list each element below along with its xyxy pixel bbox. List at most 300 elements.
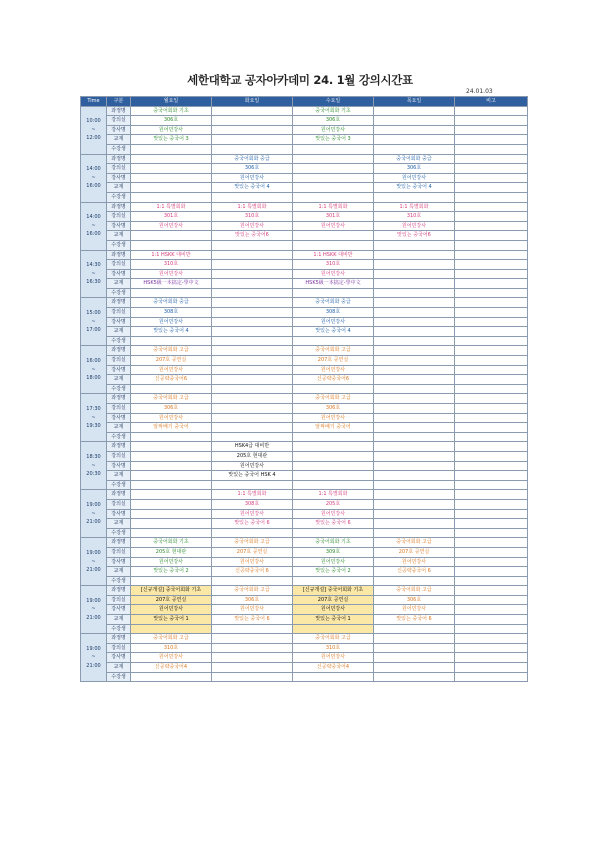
schedule-cell: 310호 [131, 643, 212, 653]
schedule-cell: [신규개설] 중국어회화 기초 [131, 586, 212, 596]
schedule-cell [293, 288, 374, 298]
table-row [81, 471, 528, 481]
schedule-cell: 맛있는 중국어 3 [131, 135, 212, 145]
schedule-cell [131, 442, 212, 452]
table-row [81, 442, 528, 452]
table-row [81, 547, 528, 557]
time-slot-line: 14:30 [86, 262, 101, 269]
schedule-cell [455, 202, 528, 212]
table-row [81, 144, 528, 154]
schedule-cell: 원어민강사 [293, 557, 374, 567]
schedule-cell: 신공략중국어 6 [212, 567, 293, 577]
table-row [81, 279, 528, 289]
schedule-cell: 원어민강사 [293, 365, 374, 375]
schedule-cell [455, 212, 528, 222]
schedule-cell [212, 365, 293, 375]
schedule-cell [374, 317, 455, 327]
row-label: 과정명 [107, 298, 131, 308]
row-label: 강의실 [107, 308, 131, 318]
schedule-cell [374, 519, 455, 529]
schedule-cell [374, 480, 455, 490]
schedule-cell: 1:1 특별회화 [293, 202, 374, 212]
schedule-cell [293, 173, 374, 183]
row-label: 수강생 [107, 384, 131, 394]
schedule-cell [212, 423, 293, 433]
table-row [81, 528, 528, 538]
schedule-cell [131, 490, 212, 500]
schedule-cell [131, 288, 212, 298]
table-row [81, 461, 528, 471]
table-row [81, 634, 528, 644]
schedule-cell [455, 442, 528, 452]
schedule-cell [455, 346, 528, 356]
time-slot-line: 21:00 [86, 519, 101, 526]
table-row [81, 499, 528, 509]
schedule-cell: 원어민강사 [293, 413, 374, 423]
schedule-cell: 308호 [293, 308, 374, 318]
schedule-cell: 맛있는 중국어 HSK 4 [212, 471, 293, 481]
row-label: 교재 [107, 375, 131, 385]
row-label: 강의실 [107, 260, 131, 270]
schedule-cell: 원어민강사 [212, 509, 293, 519]
schedule-cell [131, 624, 212, 634]
row-label: 교재 [107, 519, 131, 529]
schedule-cell: 중국어회화 기초 [131, 106, 212, 116]
schedule-cell [455, 250, 528, 260]
table-row [81, 490, 528, 500]
schedule-cell [212, 327, 293, 337]
schedule-cell [374, 432, 455, 442]
row-label: 강사명 [107, 461, 131, 471]
row-label: 강의실 [107, 595, 131, 605]
schedule-cell [455, 615, 528, 625]
schedule-table [80, 96, 528, 682]
schedule-cell [455, 116, 528, 126]
schedule-cell [212, 260, 293, 270]
schedule-cell: 원어민강사 [293, 653, 374, 663]
schedule-cell [374, 451, 455, 461]
schedule-cell [293, 154, 374, 164]
schedule-cell: 원어민강사 [212, 461, 293, 471]
schedule-cell: 306호 [374, 164, 455, 174]
schedule-cell [374, 624, 455, 634]
time-slot-line: 12:00 [86, 135, 101, 142]
schedule-cell [293, 432, 374, 442]
schedule-cell: HSK5級一本搞定-學中文 [131, 279, 212, 289]
time-slot [81, 202, 107, 250]
schedule-cell [374, 336, 455, 346]
table-row [81, 624, 528, 634]
row-label: 교재 [107, 615, 131, 625]
schedule-cell [374, 269, 455, 279]
schedule-cell: 301호 [293, 212, 374, 222]
schedule-cell: 중국어회화 고급 [293, 394, 374, 404]
row-label: 교재 [107, 423, 131, 433]
schedule-cell [455, 240, 528, 250]
schedule-cell [455, 279, 528, 289]
schedule-cell [212, 413, 293, 423]
row-label: 강사명 [107, 413, 131, 423]
schedule-cell [374, 279, 455, 289]
schedule-cell: 308호 [131, 308, 212, 318]
schedule-cell [293, 471, 374, 481]
schedule-cell: 중국어회화 고급 [293, 634, 374, 644]
schedule-cell [374, 125, 455, 135]
row-label: 강의실 [107, 499, 131, 509]
row-label: 수강생 [107, 336, 131, 346]
table-row [81, 327, 528, 337]
schedule-cell [374, 192, 455, 202]
row-label: 수강생 [107, 576, 131, 586]
schedule-cell: 306호 [212, 164, 293, 174]
table-row [81, 308, 528, 318]
schedule-cell [455, 173, 528, 183]
schedule-cell: 중국어회화 중급 [212, 154, 293, 164]
header-notes: 비고 [455, 97, 528, 107]
row-label: 강사명 [107, 125, 131, 135]
schedule-cell [131, 461, 212, 471]
schedule-cell [374, 634, 455, 644]
schedule-cell: 301호 [131, 212, 212, 222]
schedule-cell [293, 672, 374, 682]
schedule-cell [212, 634, 293, 644]
time-slot-line: 16:00 [86, 358, 101, 365]
schedule-cell: 원어민강사 [212, 557, 293, 567]
schedule-cell: 310호 [293, 643, 374, 653]
schedule-cell: 신공략중국어6 [131, 375, 212, 385]
schedule-cell [293, 336, 374, 346]
row-label: 수강생 [107, 528, 131, 538]
schedule-cell: 원어민강사 [212, 605, 293, 615]
time-slot-line: 18:30 [86, 453, 101, 460]
schedule-cell [212, 576, 293, 586]
schedule-cell: 원어민강사 [374, 605, 455, 615]
schedule-cell: 중국어회화 기초 [293, 538, 374, 548]
schedule-cell [455, 528, 528, 538]
time-slot [81, 250, 107, 298]
table-row [81, 586, 528, 596]
table-row [81, 116, 528, 126]
header-tuesday: 화요일 [212, 97, 293, 107]
time-slot [81, 154, 107, 202]
schedule-cell: 309호 [293, 547, 374, 557]
schedule-cell [131, 384, 212, 394]
table-row [81, 365, 528, 375]
schedule-cell [212, 125, 293, 135]
schedule-cell [131, 164, 212, 174]
schedule-cell: 310호 [212, 212, 293, 222]
time-slot [81, 106, 107, 154]
schedule-cell [212, 480, 293, 490]
schedule-cell: 1:1 특별회화 [374, 202, 455, 212]
header-thursday: 목요일 [374, 97, 455, 107]
schedule-cell [455, 288, 528, 298]
time-slot-line: ~ [91, 222, 96, 229]
row-label: 과정명 [107, 442, 131, 452]
schedule-cell [131, 509, 212, 519]
schedule-cell [455, 624, 528, 634]
schedule-cell [131, 240, 212, 250]
schedule-cell: 중국어회화 기초 [293, 106, 374, 116]
schedule-cell: 306호 [131, 404, 212, 414]
schedule-cell: 중국어회화 중급 [374, 154, 455, 164]
time-slot-line: 16:00 [86, 183, 101, 190]
schedule-cell: 맛있는 중국어 4 [131, 327, 212, 337]
row-label: 강사명 [107, 509, 131, 519]
schedule-cell: 207호 공연실 [293, 595, 374, 605]
row-label: 강의실 [107, 356, 131, 366]
row-label: 강사명 [107, 605, 131, 615]
schedule-cell [374, 384, 455, 394]
schedule-cell [131, 154, 212, 164]
table-row [81, 135, 528, 145]
schedule-cell [455, 327, 528, 337]
row-label: 과정명 [107, 538, 131, 548]
schedule-cell: 310호 [131, 260, 212, 270]
table-row [81, 480, 528, 490]
time-slot-line: ~ [91, 126, 96, 133]
schedule-cell [131, 192, 212, 202]
row-label: 강의실 [107, 643, 131, 653]
row-label: 강의실 [107, 212, 131, 222]
schedule-cell [131, 451, 212, 461]
schedule-cell [374, 461, 455, 471]
schedule-cell: 맛있는 중국어6 [374, 231, 455, 241]
row-label: 강사명 [107, 173, 131, 183]
schedule-cell [212, 317, 293, 327]
schedule-cell [212, 375, 293, 385]
row-label: 강사명 [107, 365, 131, 375]
time-slot-line: 14:00 [86, 166, 101, 173]
table-row [81, 413, 528, 423]
schedule-cell: 207호 공연실 [374, 547, 455, 557]
schedule-cell [374, 288, 455, 298]
table-row [81, 288, 528, 298]
row-label: 강사명 [107, 557, 131, 567]
row-label: 수강생 [107, 240, 131, 250]
schedule-cell: 205호 [293, 499, 374, 509]
schedule-cell: 207호 공연실 [131, 356, 212, 366]
schedule-cell: 신공략중국어4 [131, 663, 212, 673]
schedule-cell [455, 663, 528, 673]
schedule-cell [374, 576, 455, 586]
schedule-cell [212, 106, 293, 116]
row-label: 수강생 [107, 144, 131, 154]
schedule-cell [212, 528, 293, 538]
schedule-cell [293, 192, 374, 202]
schedule-cell [131, 144, 212, 154]
time-slot-line: ~ [91, 414, 96, 421]
schedule-cell: 중국어회화 기초 [131, 538, 212, 548]
schedule-cell [455, 144, 528, 154]
schedule-cell [374, 260, 455, 270]
schedule-cell [455, 538, 528, 548]
time-slot-line: ~ [91, 558, 96, 565]
time-slot-line: 21:00 [86, 615, 101, 622]
schedule-cell [455, 451, 528, 461]
row-label: 강사명 [107, 221, 131, 231]
schedule-cell [212, 336, 293, 346]
table-row [81, 605, 528, 615]
schedule-cell [212, 346, 293, 356]
schedule-cell [212, 288, 293, 298]
table-row [81, 346, 528, 356]
table-row [81, 538, 528, 548]
schedule-cell: 원어민강사 [131, 221, 212, 231]
schedule-cell [455, 164, 528, 174]
time-slot-line: ~ [91, 654, 96, 661]
schedule-cell [455, 260, 528, 270]
schedule-cell [455, 106, 528, 116]
schedule-cell [293, 231, 374, 241]
schedule-cell [455, 480, 528, 490]
schedule-cell [374, 643, 455, 653]
time-slot-line: ~ [91, 318, 96, 325]
schedule-cell [455, 394, 528, 404]
schedule-cell [455, 653, 528, 663]
table-row [81, 384, 528, 394]
row-label: 과정명 [107, 346, 131, 356]
row-label: 교재 [107, 471, 131, 481]
schedule-cell [131, 336, 212, 346]
table-row [81, 432, 528, 442]
table-row [81, 192, 528, 202]
schedule-cell: 신공략중국어 6 [374, 567, 455, 577]
time-slot-line: ~ [91, 270, 96, 277]
schedule-cell [374, 394, 455, 404]
schedule-cell [212, 356, 293, 366]
schedule-cell [293, 240, 374, 250]
time-slot-line: ~ [91, 462, 96, 469]
time-slot-line: 15:00 [86, 310, 101, 317]
time-slot [81, 538, 107, 586]
schedule-cell [374, 308, 455, 318]
schedule-cell: 207호 공연실 [212, 547, 293, 557]
time-slot-line: 17:30 [86, 406, 101, 412]
schedule-cell: 원어민강사 [212, 221, 293, 231]
header-wednesday: 수요일 [293, 97, 374, 107]
schedule-cell [455, 576, 528, 586]
schedule-cell [455, 317, 528, 327]
row-label: 수강생 [107, 624, 131, 634]
schedule-cell [455, 192, 528, 202]
schedule-cell: 맛있는 중국어 3 [293, 135, 374, 145]
table-row [81, 231, 528, 241]
schedule-cell [374, 365, 455, 375]
schedule-cell: 중국어회화 고급 [131, 634, 212, 644]
time-slot-line: ~ [91, 174, 96, 181]
schedule-cell [374, 106, 455, 116]
schedule-cell [212, 404, 293, 414]
row-label: 강의실 [107, 164, 131, 174]
time-slot [81, 586, 107, 634]
row-label: 과정명 [107, 634, 131, 644]
row-label: 강의실 [107, 116, 131, 126]
schedule-cell [374, 413, 455, 423]
time-slot-line: 19:00 [86, 597, 101, 604]
schedule-cell [293, 442, 374, 452]
schedule-cell [293, 384, 374, 394]
schedule-cell [455, 336, 528, 346]
schedule-cell: 원어민강사 [131, 605, 212, 615]
schedule-cell: 원어민강사 [293, 125, 374, 135]
schedule-cell: 원어민강사 [131, 653, 212, 663]
time-slot-line: 17:00 [86, 327, 101, 334]
schedule-cell [455, 432, 528, 442]
schedule-cell [455, 404, 528, 414]
header-monday: 월요일 [131, 97, 212, 107]
time-slot-line: 16:30 [86, 279, 101, 286]
schedule-cell [455, 221, 528, 231]
schedule-cell [374, 116, 455, 126]
row-label: 과정명 [107, 490, 131, 500]
schedule-cell [212, 384, 293, 394]
page-title: 세한대학교 공자아카데미 24. 1월 강의시간표 [187, 73, 413, 87]
table-row [81, 567, 528, 577]
schedule-cell: 306호 [374, 595, 455, 605]
time-slot-line: 21:00 [86, 663, 101, 670]
row-label: 과정명 [107, 154, 131, 164]
table-row [81, 260, 528, 270]
schedule-cell: 원어민강사 [131, 557, 212, 567]
schedule-cell: 205호 현대관 [212, 451, 293, 461]
schedule-cell: 맛있는 중국어 4 [374, 183, 455, 193]
row-label: 과정명 [107, 106, 131, 116]
schedule-cell [455, 384, 528, 394]
row-label: 과정명 [107, 394, 131, 404]
schedule-cell [455, 567, 528, 577]
table-row [81, 643, 528, 653]
schedule-cell: 207호 공연실 [131, 595, 212, 605]
schedule-cell [293, 576, 374, 586]
schedule-cell [212, 192, 293, 202]
schedule-cell [374, 298, 455, 308]
schedule-cell: 맛있는 중국어6 [212, 231, 293, 241]
schedule-cell [293, 144, 374, 154]
schedule-cell [455, 672, 528, 682]
table-row [81, 404, 528, 414]
time-slot-line: 10:00 [86, 118, 101, 125]
schedule-cell [131, 499, 212, 509]
schedule-cell [374, 356, 455, 366]
schedule-cell [212, 432, 293, 442]
schedule-cell [293, 164, 374, 174]
schedule-cell [455, 595, 528, 605]
schedule-cell [293, 183, 374, 193]
schedule-cell [374, 423, 455, 433]
schedule-cell: 중국어회화 고급 [212, 586, 293, 596]
table-row [81, 202, 528, 212]
table-row [81, 519, 528, 529]
schedule-cell [131, 231, 212, 241]
time-slot-line: 21:00 [86, 567, 101, 574]
schedule-cell [131, 528, 212, 538]
schedule-cell [455, 605, 528, 615]
time-slot-line: 19:00 [86, 549, 101, 556]
schedule-cell: 207호 공연실 [293, 356, 374, 366]
schedule-cell [455, 586, 528, 596]
schedule-cell [212, 279, 293, 289]
schedule-cell: 맛있는 중국어 2 [293, 567, 374, 577]
schedule-cell: 알짜배기 중국어 [293, 423, 374, 433]
schedule-cell: 308호 [212, 499, 293, 509]
table-row [81, 154, 528, 164]
schedule-cell: 중국어회화 고급 [131, 394, 212, 404]
time-slot-line: ~ [91, 510, 96, 517]
schedule-cell [374, 528, 455, 538]
schedule-cell [212, 250, 293, 260]
schedule-cell: [신규개설] 중국어회화 기초 [293, 586, 374, 596]
